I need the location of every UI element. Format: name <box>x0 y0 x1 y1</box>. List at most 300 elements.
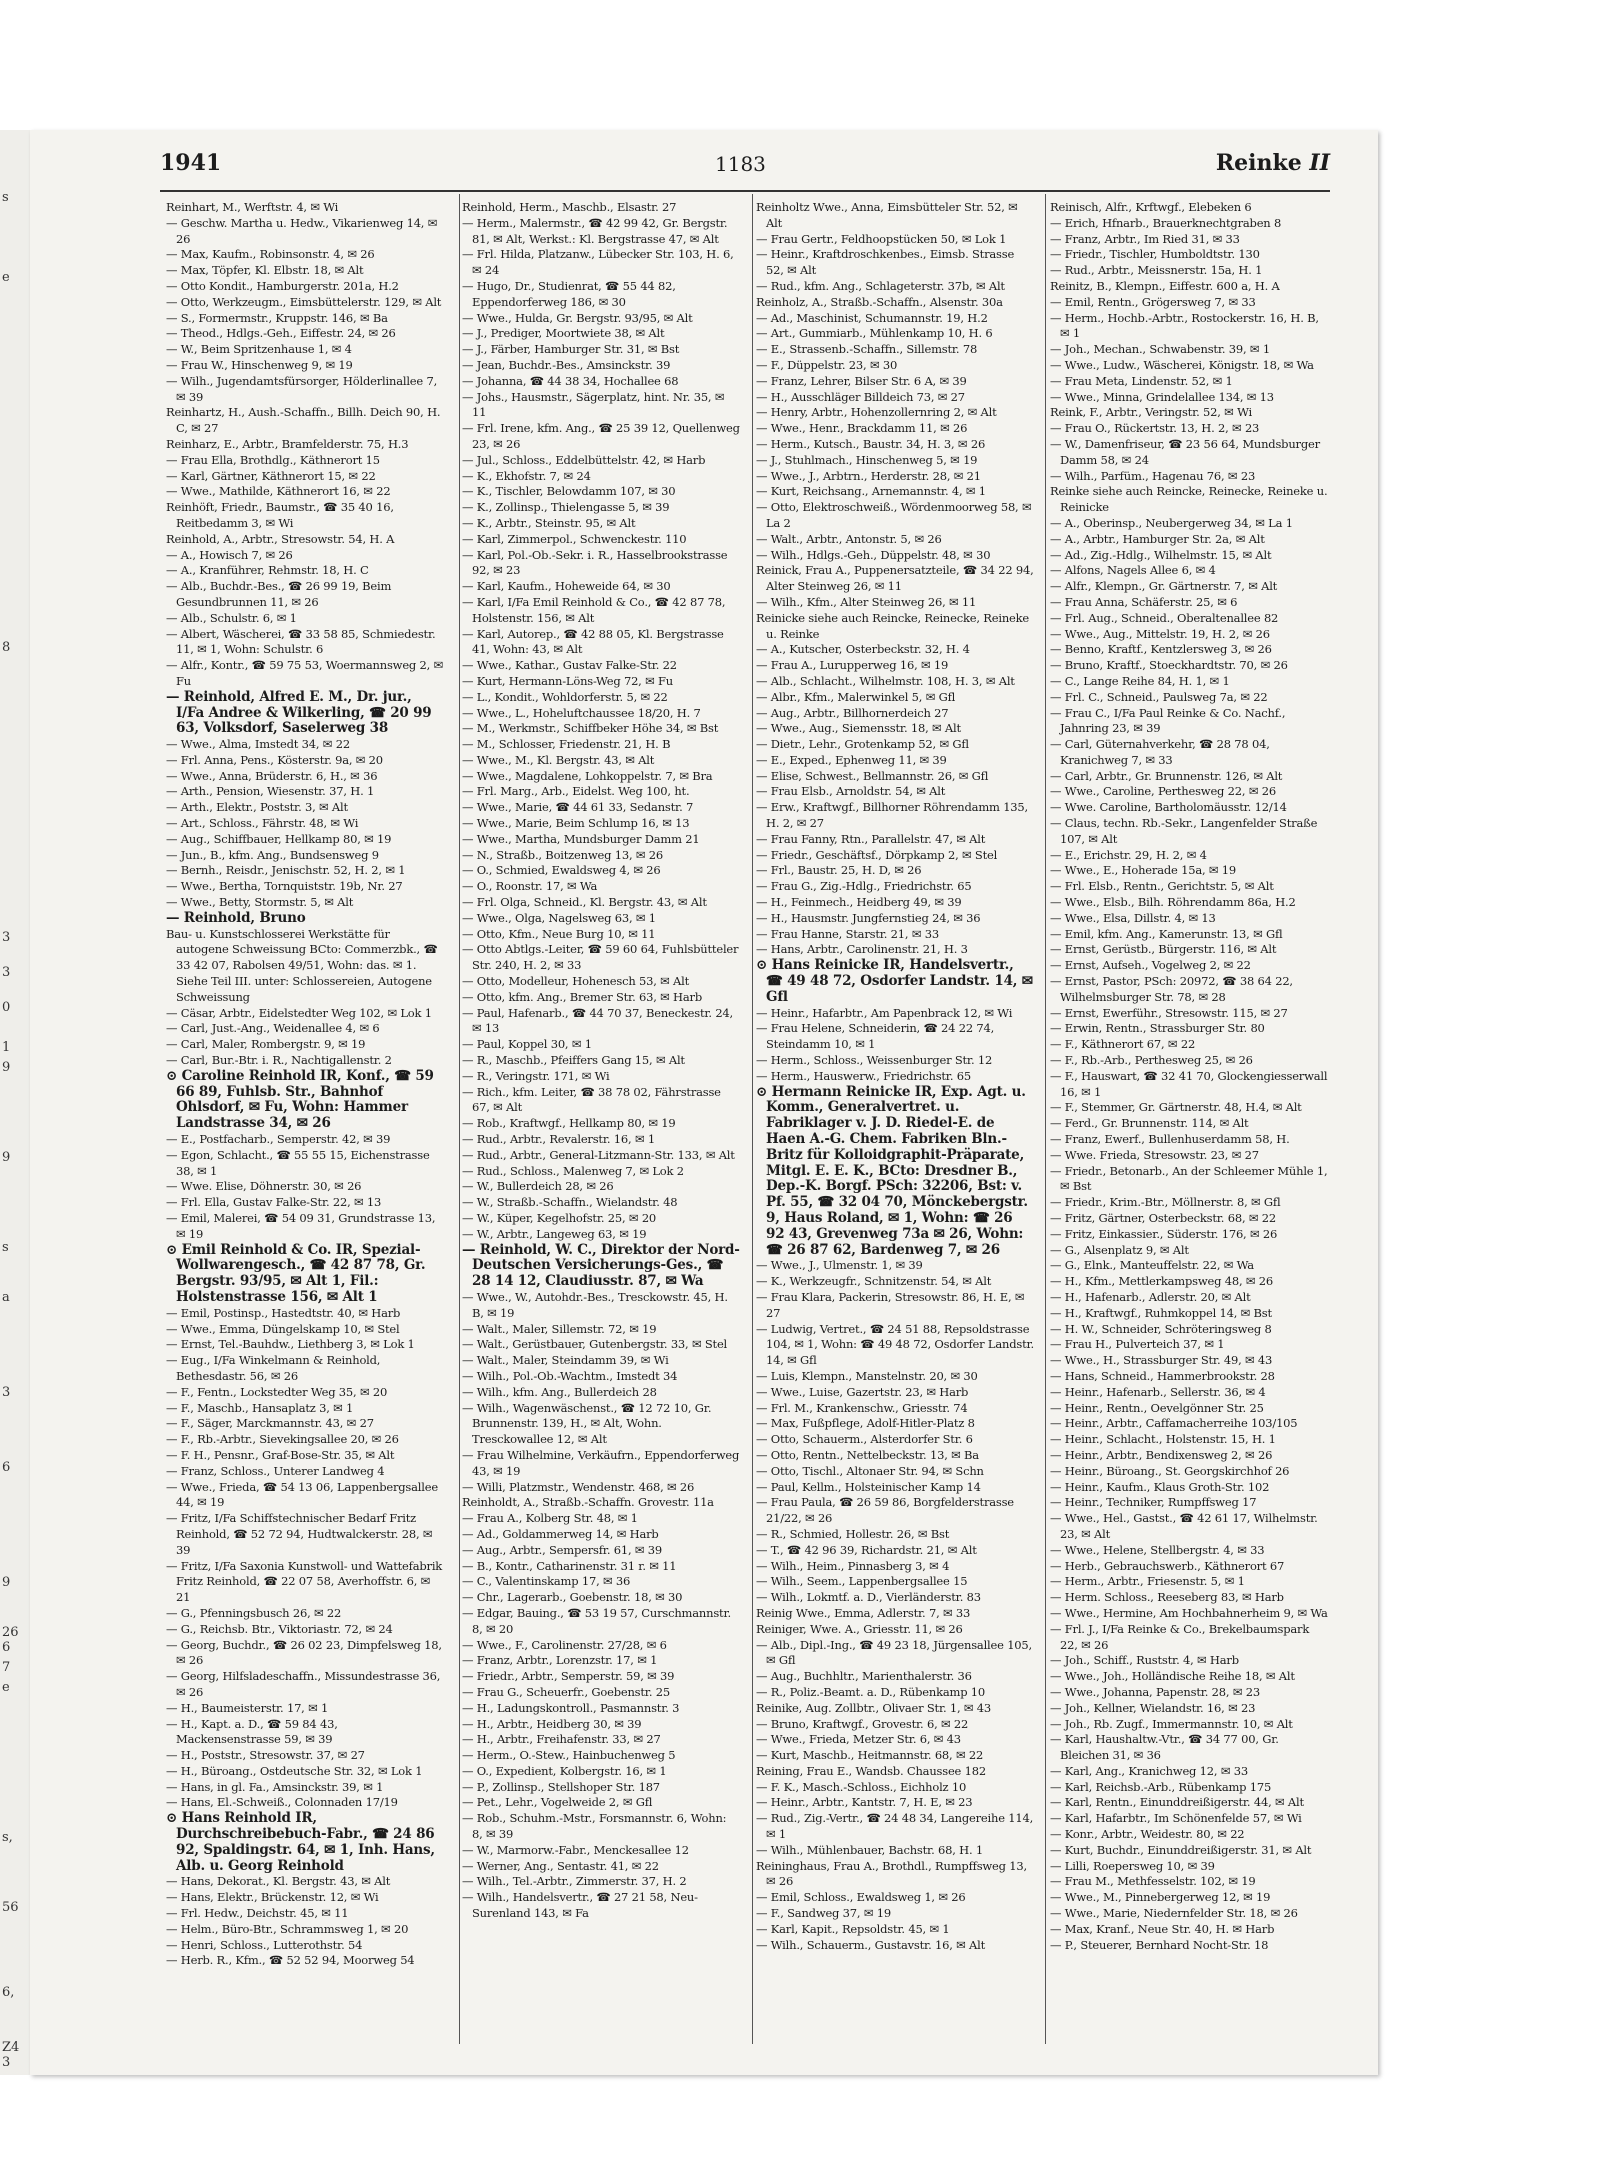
directory-entry: — Friedr., Betonarb., An der Schleemer Mühle 1, ✉ Bst <box>1050 1163 1328 1194</box>
directory-entry: — N., Straßb., Boitzenweg 13, ✉ 26 <box>462 847 663 862</box>
directory-entry: — Wwe., Joh., Holländische Reihe 18, ✉ Alt <box>1050 1669 1295 1684</box>
directory-entry: — Wwe., Ludw., Wäscherei, Königstr. 18, ✉ Wa <box>1050 357 1314 372</box>
directory-entry: — F., Säger, Marckmannstr. 43, ✉ 27 <box>166 1416 374 1431</box>
directory-entry: — W., Küper, Kegelhofstr. 25, ✉ 20 <box>462 1211 657 1225</box>
directory-entry: — Elise, Schwest., Bellmannstr. 26, ✉ Gfl <box>756 768 989 783</box>
directory-entry: — Albert, Wäscherei, ☎ 33 58 85, Schmiedestr. 11, ✉ 1, Wohn: Schulstr. 6 <box>166 626 436 657</box>
directory-entry: — Ferd., Gr. Brunnenstr. 114, ✉ Alt <box>1050 1116 1249 1131</box>
directory-entry: — Aug., Arbtr., Billhornerdeich 27 <box>756 705 949 720</box>
edge-fragment: 6 <box>2 1460 11 1475</box>
directory-entry: — Jun., B., kfm. Ang., Bundsensweg 9 <box>166 847 379 862</box>
directory-entry: — Heinr., Schlacht., Holstenstr. 15, H. 1 <box>1050 1432 1276 1447</box>
directory-entry: — Emil, Schloss., Ewaldsweg 1, ✉ 26 <box>756 1890 966 1905</box>
directory-entry: — Aug., Schiffbauer, Hellkamp 80, ✉ 19 <box>166 831 392 846</box>
directory-entry: — Friedr., Krim.-Btr., Möllnerstr. 8, ✉ Gfl <box>1050 1195 1281 1210</box>
directory-entry: — Herb. R., Kfm., ☎ 52 52 94, Moorweg 54 <box>166 1953 415 1968</box>
directory-entry: — Henri, Schloss., Lutterothstr. 54 <box>166 1937 363 1952</box>
directory-entry: — Ernst, Gerüstb., Bürgerstr. 116, ✉ Alt <box>1050 942 1277 957</box>
directory-entry: — C., Lange Reihe 84, H. 1, ✉ 1 <box>1050 673 1230 688</box>
directory-entry: — Max, Kaufm., Robinsonstr. 4, ✉ 26 <box>166 247 375 262</box>
directory-entry: — H., Baumeisterstr. 17, ✉ 1 <box>166 1700 329 1715</box>
directory-entry: — Franz, Lehrer, Bilser Str. 6 A, ✉ 39 <box>756 373 967 388</box>
directory-entry: — Frau Gertr., Feldhoopstücken 50, ✉ Lok 1 <box>756 231 1007 246</box>
directory-entry: — H., Ausschläger Billdeich 73, ✉ 27 <box>756 389 965 404</box>
directory-entry: — Ad., Maschinist, Schumannstr. 19, H.2 <box>756 310 988 325</box>
directory-entry: — Reinhold, W. C., Direktor der Nord-Deutschen Versicherungs-Ges., ☎ 28 14 12, Claudiusstr. 87, ✉ Wa <box>462 1241 740 1290</box>
directory-entry: Reininghaus, Frau A., Brothdl., Rumpffsweg 13, ✉ 26 <box>756 1858 1027 1889</box>
directory-entry: — W., Marmorw.-Fabr., Menckesallee 12 <box>462 1842 689 1857</box>
directory-entry: — Hans, El.-Schweiß., Colonnaden 17/19 <box>166 1795 398 1810</box>
directory-entry: — Alb., Schulstr. 6, ✉ 1 <box>166 610 297 625</box>
directory-entry: — H., Hausmstr. Jungfernstieg 24, ✉ 36 <box>756 910 981 925</box>
directory-entry: — Arth., Pension, Wiesenstr. 37, H. 1 <box>166 784 375 799</box>
directory-entry: — Karl, Kaufm., Hoheweide 64, ✉ 30 <box>462 579 671 594</box>
directory-entry: — Wwe., Minna, Grindelallee 134, ✉ 13 <box>1050 389 1274 404</box>
directory-entry: — Friedr., Tischler, Humboldtstr. 130 <box>1050 247 1260 262</box>
directory-entry: — Wwe., Henr., Brackdamm 11, ✉ 26 <box>756 421 968 436</box>
directory-entry: — Henry, Arbtr., Hohenzollernring 2, ✉ Alt <box>756 405 997 420</box>
directory-entry: ⊙ Hans Reinhold IR, Durchschreibebuch-Fabr., ☎ 24 86 92, Spaldingstr. 64, ✉ 1, Inh. Hans, Alb. u. Georg Reinhold <box>166 1810 435 1874</box>
directory-entry: — Frl. Hedw., Deichstr. 45, ✉ 11 <box>166 1906 349 1921</box>
directory-entry: — O., Schmied, Ewaldsweg 4, ✉ 26 <box>462 863 661 878</box>
edge-fragment: s <box>2 190 9 205</box>
directory-entry: — Eug., I/Fa Winkelmann & Reinhold, Bethesdastr. 56, ✉ 26 <box>166 1353 381 1383</box>
directory-entry: — Rud., Arbtr., Meissnerstr. 15a, H. 1 <box>1050 263 1263 278</box>
header-rule <box>160 190 1330 192</box>
directory-entry: — Heinr., Kaufm., Klaus Groth-Str. 102 <box>1050 1479 1270 1494</box>
directory-entry: — Ernst, Ewerführ., Stresowstr. 115, ✉ 27 <box>1050 1005 1288 1020</box>
directory-entry: — Wwe. Frieda, Stresowstr. 23, ✉ 27 <box>1050 1147 1259 1162</box>
directory-entry: — Aug., Buchhltr., Marienthalerstr. 36 <box>756 1669 972 1684</box>
directory-entry: — Wwe., Caroline, Perthesweg 22, ✉ 26 <box>1050 784 1276 799</box>
directory-entry: — Wwe., Elsb., Bilh. Röhrendamm 86a, H.2 <box>1050 895 1296 910</box>
directory-entry: — W., Beim Spritzenhause 1, ✉ 4 <box>166 342 352 357</box>
directory-entry: Reinhart, M., Werftstr. 4, ✉ Wi <box>166 200 339 214</box>
directory-entry: — Karl, Pol.-Ob.-Sekr. i. R., Hasselbrookstrasse 92, ✉ 23 <box>462 547 728 578</box>
directory-entry: — K., Ekhofstr. 7, ✉ 24 <box>462 468 591 483</box>
directory-column-4 <box>1050 200 1328 2040</box>
directory-entry: — J., Stuhlmach., Hinschenweg 5, ✉ 19 <box>756 452 978 467</box>
directory-entry: — Frl., Baustr. 25, H. D, ✉ 26 <box>756 863 922 878</box>
directory-entry: — Karl, Rentn., Einunddreißigerstr. 44, ✉ Alt <box>1050 1795 1304 1810</box>
directory-entry: — G., Elnk., Manteuffelstr. 22, ✉ Wa <box>1050 1258 1254 1273</box>
directory-entry: — Reinhold, Bruno <box>166 909 306 926</box>
directory-entry: — Wwe., Hulda, Gr. Bergstr. 93/95, ✉ Alt <box>462 310 693 325</box>
directory-entry: — Joh., Schiff., Ruststr. 4, ✉ Harb <box>1050 1653 1239 1668</box>
edge-fragment: 9 <box>2 1060 11 1075</box>
directory-entry: — Heinr., Hafenarb., Sellerstr. 36, ✉ 4 <box>1050 1384 1266 1399</box>
directory-entry: — Arth., Elektr., Poststr. 3, ✉ Alt <box>166 800 348 815</box>
directory-entry: ⊙ Caroline Reinhold IR, Konf., ☎ 59 66 89, Fuhlsb. Str., Bahnhof Ohlsdorf, ✉ Fu, Wohn: Hammer Landstrasse 34, ✉ 26 <box>166 1067 434 1132</box>
directory-entry: — E., Strassenb.-Schaffn., Sillemstr. 78 <box>756 342 978 357</box>
directory-entry: — G., Pfenningsbusch 26, ✉ 22 <box>166 1605 342 1620</box>
edge-fragment: e <box>2 1680 10 1695</box>
directory-entry: — Wwe., Frieda, Metzer Str. 6, ✉ 43 <box>756 1732 961 1747</box>
directory-entry: — Paul, Hafenarb., ☎ 44 70 37, Beneckestr. 24, ✉ 13 <box>462 1005 734 1036</box>
directory-entry: — Alb., Dipl.-Ing., ☎ 49 23 18, Jürgensallee 105, ✉ Gfl <box>756 1637 1032 1668</box>
edge-fragment: 1 <box>2 1040 11 1055</box>
directory-entry: — Frl. Elsb., Rentn., Gerichtstr. 5, ✉ Alt <box>1050 879 1274 894</box>
directory-entry: — Fritz, Gärtner, Osterbeckstr. 68, ✉ 22 <box>1050 1211 1276 1225</box>
directory-entry: — F., Rb.-Arbtr., Sievekingsallee 20, ✉ 26 <box>166 1432 399 1447</box>
directory-entry: — Wwe. Elise, Döhnerstr. 30, ✉ 26 <box>166 1179 362 1194</box>
directory-entry: — Otto, Tischl., Altonaer Str. 94, ✉ Schn <box>756 1463 984 1478</box>
directory-entry: — Frau Wilhelmine, Verkäufrn., Eppendorferweg 43, ✉ 19 <box>462 1447 740 1478</box>
directory-entry: — Wwe., Hel., Gastst., ☎ 42 61 17, Wilhelmstr. 23, ✉ Alt <box>1050 1511 1318 1541</box>
directory-entry: — Luis, Klempn., Manstelnstr. 20, ✉ 30 <box>756 1368 978 1383</box>
directory-entry: — F., Stemmer, Gr. Gärtnerstr. 48, H.4, ✉ Alt <box>1050 1100 1302 1115</box>
directory-entry: — Wwe., Aug., Mittelstr. 19, H. 2, ✉ 26 <box>1050 626 1270 641</box>
directory-entry: — F., Sandweg 37, ✉ 19 <box>756 1906 891 1921</box>
directory-entry: — Alb., Buchdr.-Bes., ☎ 26 99 19, Beim Gesundbrunnen 11, ✉ 26 <box>166 579 392 609</box>
directory-entry: — Frau Paula, ☎ 26 59 86, Borgfelderstrasse 21/22, ✉ 26 <box>756 1495 1014 1526</box>
directory-entry: — F. H., Pensnr., Graf-Bose-Str. 35, ✉ Alt <box>166 1447 395 1462</box>
directory-entry: — Karl, Ang., Kranichweg 12, ✉ 33 <box>1050 1763 1248 1778</box>
header-surname: Reinke <box>1215 150 1302 176</box>
directory-entry: — J., Prediger, Moortwiete 38, ✉ Alt <box>462 326 665 341</box>
directory-column-2 <box>462 200 740 2040</box>
directory-entry: — Frl. Olga, Schneid., Kl. Bergstr. 43, ✉ Alt <box>462 895 707 910</box>
directory-entry: — Wilh., Jugendamtsfürsorger, Hölderlinallee 7, ✉ 39 <box>166 373 438 404</box>
directory-entry: — Bernh., Reisdr., Jenischstr. 52, H. 2, ✉ 1 <box>166 863 406 878</box>
edge-fragment: 8 <box>2 640 11 655</box>
directory-entry: — Hans, Schneid., Hammerbrookstr. 28 <box>1050 1368 1275 1383</box>
directory-entry: — Wwe., Magdalene, Lohkoppelstr. 7, ✉ Bra <box>462 768 713 783</box>
directory-entry: — Ernst, Pastor, PSch: 20972, ☎ 38 64 22, Wilhelmsburger Str. 78, ✉ 28 <box>1050 974 1293 1004</box>
directory-entry: — Fritz, Einkassier., Süderstr. 176, ✉ 26 <box>1050 1226 1278 1241</box>
directory-entry: — Otto Kondit., Hamburgerstr. 201a, H.2 <box>166 278 399 293</box>
directory-entry: — Georg, Hilfsladeschaffn., Missundestrasse 36, ✉ 26 <box>166 1669 441 1699</box>
edge-fragment: s, <box>2 1830 13 1845</box>
directory-entry: — Paul, Kellm., Holsteinischer Kamp 14 <box>756 1479 981 1494</box>
directory-entry: — Dietr., Lehr., Grotenkamp 52, ✉ Gfl <box>756 737 969 752</box>
directory-entry: — Frau Meta, Lindenstr. 52, ✉ 1 <box>1050 373 1233 388</box>
directory-entry: — Frau Elsb., Arnoldstr. 54, ✉ Alt <box>756 784 946 799</box>
directory-entry: Reinhold, Herm., Maschb., Elsastr. 27 <box>462 200 677 214</box>
directory-entry: — Wwe., Helene, Stellbergstr. 4, ✉ 33 <box>1050 1542 1265 1557</box>
directory-entry: Reinholdt, A., Straßb.-Schaffn. Grovestr. 11a <box>462 1495 714 1510</box>
directory-entry: — Joh., Mechan., Schwabenstr. 39, ✉ 1 <box>1050 342 1270 357</box>
directory-entry: — Pet., Lehr., Vogelweide 2, ✉ Gfl <box>462 1795 653 1810</box>
directory-entry: Reinisch, Alfr., Krftwgf., Elebeken 6 <box>1050 200 1252 214</box>
directory-entry: — Wilh., Pol.-Ob.-Wachtm., Imstedt 34 <box>462 1368 678 1383</box>
directory-entry: — Wwe., Elsa, Dillstr. 4, ✉ 13 <box>1050 910 1216 925</box>
directory-entry: — Frau Helene, Schneiderin, ☎ 24 22 74, Steindamm 10, ✉ 1 <box>756 1021 995 1052</box>
edge-fragment: 26 <box>2 1625 19 1640</box>
directory-entry: — Johanna, ☎ 44 38 34, Hochallee 68 <box>462 373 679 388</box>
directory-entry: — Egon, Schlacht., ☎ 55 55 15, Eichenstrasse 38, ✉ 1 <box>166 1147 430 1178</box>
edge-fragment: 56 <box>2 1900 19 1915</box>
directory-entry: — Joh., Rb. Zugf., Immermannstr. 10, ✉ Alt <box>1050 1716 1293 1731</box>
edge-fragment: a <box>2 1290 10 1305</box>
directory-entry: — Wilh., Handelsvertr., ☎ 27 21 58, Neu-Surenland 143, ✉ Fa <box>462 1890 698 1921</box>
directory-entry: — R., Schmied, Hollestr. 26, ✉ Bst <box>756 1526 950 1541</box>
directory-entry: — H., Poststr., Stresowstr. 37, ✉ 27 <box>166 1748 365 1763</box>
directory-entry: — Karl, Haushaltw.-Vtr., ☎ 34 77 00, Gr. Bleichen 31, ✉ 36 <box>1050 1732 1279 1763</box>
directory-entry: — Emil, kfm. Ang., Kamerunstr. 13, ✉ Gfl <box>1050 926 1283 941</box>
directory-entry: — Franz, Schloss., Unterer Landweg 4 <box>166 1463 385 1478</box>
directory-entry: — K., Zollinsp., Thielengasse 5, ✉ 39 <box>462 500 670 515</box>
directory-entry: — Otto, Schauerm., Alsterdorfer Str. 6 <box>756 1432 973 1447</box>
directory-entry: — Max, Töpfer, Kl. Elbstr. 18, ✉ Alt <box>166 263 364 278</box>
directory-entry: — Emil, Rentn., Grögersweg 7, ✉ 33 <box>1050 294 1256 309</box>
directory-entry: Reinitz, B., Klempn., Eiffestr. 600 a, H. A <box>1050 278 1280 293</box>
directory-entry: — Herm. Schloss., Reeseberg 83, ✉ Harb <box>1050 1590 1284 1605</box>
directory-entry: — B., Kontr., Catharinenstr. 31 r. ✉ 11 <box>462 1558 677 1573</box>
directory-entry: Reinholz, A., Straßb.-Schaffn., Alsenstr. 30a <box>756 294 1003 309</box>
directory-entry: — Frau G., Zig.-Hdlg., Friedrichstr. 65 <box>756 879 972 894</box>
directory-entry: — Kurt, Buchdr., Einunddreißigerstr. 31, ✉ Alt <box>1050 1842 1312 1857</box>
directory-entry: — Heinr., Kraftdroschkenbes., Eimsb. Strasse 52, ✉ Alt <box>756 247 1015 278</box>
directory-entry: — Otto Abtlgs.-Leiter, ☎ 59 60 64, Fuhlsbütteler Str. 240, H. 2, ✉ 33 <box>462 942 739 973</box>
directory-entry: Reinhartz, H., Aush.-Schaffn., Billh. Deich 90, H. C, ✉ 27 <box>166 405 441 436</box>
directory-entry: — Emil, Postinsp., Hastedtstr. 40, ✉ Harb <box>166 1305 401 1320</box>
directory-entry: — K., Arbtr., Steinstr. 95, ✉ Alt <box>462 515 636 530</box>
directory-entry: — Wilh., Mühlenbauer, Bachstr. 68, H. 1 <box>756 1842 983 1857</box>
directory-entry: — M., Schlosser, Friedenstr. 21, H. B <box>462 737 671 752</box>
directory-entry: — Cäsar, Arbtr., Eidelstedter Weg 102, ✉ Lok 1 <box>166 1005 432 1020</box>
directory-entry: — Konr., Arbtr., Weidestr. 80, ✉ 22 <box>1050 1827 1245 1842</box>
directory-entry: — Carl, Just.-Ang., Weidenallee 4, ✉ 6 <box>166 1021 380 1036</box>
directory-entry: — H., Büroang., Ostdeutsche Str. 32, ✉ Lok 1 <box>166 1763 423 1778</box>
directory-entry: — Wwe., Hermine, Am Hochbahnerheim 9, ✉ Wa <box>1050 1605 1328 1620</box>
directory-entry: — Wwe., Kathar., Gustav Falke-Str. 22 <box>462 658 677 673</box>
header-running-head <box>1216 150 1330 176</box>
directory-entry: — Wilh., Hdlgs.-Geh., Düppelstr. 48, ✉ 30 <box>756 547 991 562</box>
edge-fragment: 3 <box>2 965 11 980</box>
directory-entry: — Herm., Hauswerw., Friedrichstr. 65 <box>756 1068 971 1083</box>
directory-entry: — Rud., Zig.-Vertr., ☎ 24 48 34, Langereihe 114, ✉ 1 <box>756 1811 1034 1842</box>
directory-entry: — Geschw. Martha u. Hedw., Vikarienweg 14, ✉ 26 <box>166 215 438 246</box>
directory-entry: — W., Damenfriseur, ☎ 23 56 64, Mundsburger Damm 58, ✉ 24 <box>1050 436 1320 467</box>
directory-entry: — E., Erichstr. 29, H. 2, ✉ 4 <box>1050 847 1207 862</box>
directory-entry: — Helm., Büro-Btr., Schrammsweg 1, ✉ 20 <box>166 1921 409 1936</box>
edge-fragment: 3 <box>2 930 11 945</box>
directory-entry: — R., Veringstr. 171, ✉ Wi <box>462 1068 610 1083</box>
directory-entry: — R., Maschb., Pfeiffers Gang 15, ✉ Alt <box>462 1053 685 1068</box>
directory-entry: — Otto, Elektroschweiß., Wördenmoorweg 58, ✉ La 2 <box>756 500 1032 530</box>
page-header <box>160 150 1330 180</box>
directory-entry: — Ernst, Tel.-Bauhdw., Liethberg 3, ✉ Lok 1 <box>166 1337 415 1352</box>
directory-entry: — Frau Anna, Schäferstr. 25, ✉ 6 <box>1050 594 1238 609</box>
directory-entry: — Otto, Werkzeugm., Eimsbüttelerstr. 129, ✉ Alt <box>166 294 442 309</box>
directory-entry: — Walt., Maler, Sillemstr. 72, ✉ 19 <box>462 1321 657 1336</box>
directory-entry: — Wilh., Wagenwäschenst., ☎ 12 72 10, Gr. Brunnenstr. 139, H., ✉ Alt, Wohn. Tresckowallee 12, ✉ Alt <box>462 1400 712 1447</box>
directory-entry: — Karl, Hafarbtr., Im Schönenfelde 57, ✉ Wi <box>1050 1811 1302 1826</box>
directory-entry: — Wwe., Aug., Siemensstr. 18, ✉ Alt <box>756 721 961 736</box>
directory-entry: — Wwe., Betty, Stormstr. 5, ✉ Alt <box>166 895 354 910</box>
directory-column-1 <box>166 200 444 2040</box>
directory-entry: — Wwe., E., Hoherade 15a, ✉ 19 <box>1050 863 1237 878</box>
directory-entry: — H., Kapt. a. D., ☎ 59 84 43, Mackensenstrasse 59, ✉ 39 <box>166 1716 338 1747</box>
directory-entry: — Otto, Kfm., Neue Burg 10, ✉ 11 <box>462 926 656 941</box>
directory-entry: — Frau M., Methfesselstr. 102, ✉ 19 <box>1050 1874 1256 1889</box>
directory-entry: Reining, Frau E., Wandsb. Chaussee 182 <box>756 1763 986 1778</box>
directory-entry: — T., ☎ 42 96 39, Richardstr. 21, ✉ Alt <box>756 1542 977 1557</box>
directory-entry: — Wwe., Olga, Nagelsweg 63, ✉ 1 <box>462 910 656 925</box>
directory-entry: Bau- u. Kunstschlosserei Werkstätte für autogene Schweissung BCto: Commerzbk., ☎ 33 42 07, Rabolsen 49/51, Wohn: das. ✉ 1. Siehe Teil III. unter: Schlossereien, Autogene Schweissung <box>166 926 438 1004</box>
directory-entry: — Frau C., I/Fa Paul Reinke & Co. Nachf., Jahnring 23, ✉ 39 <box>1050 705 1286 736</box>
directory-entry: — P., Steuerer, Bernhard Nocht-Str. 18 <box>1050 1937 1269 1952</box>
directory-entry: — F., Käthnerort 67, ✉ 22 <box>1050 1037 1196 1052</box>
header-page-number: 1183 <box>715 152 766 176</box>
directory-entry: — Jean, Buchdr.-Bes., Amsinckstr. 39 <box>462 357 671 372</box>
directory-entry: Reinike, Aug. Zollbtr., Olivaer Str. 1, ✉ 43 <box>756 1700 992 1715</box>
directory-entry: — Alb., Schlacht., Wilhelmstr. 108, H. 3, ✉ Alt <box>756 673 1015 688</box>
directory-entry: — Willi, Platzmstr., Wendenstr. 468, ✉ 26 <box>462 1479 695 1494</box>
directory-entry: — Carl, Arbtr., Gr. Brunnenstr. 126, ✉ Alt <box>1050 768 1283 783</box>
directory-entry: — Hans, Elektr., Brückenstr. 12, ✉ Wi <box>166 1890 379 1905</box>
directory-entry: — Wwe., Emma, Düngelskamp 10, ✉ Stel <box>166 1321 400 1336</box>
directory-entry: ⊙ Emil Reinhold & Co. IR, Spezial-Wollwarengesch., ☎ 42 87 78, Gr. Bergstr. 93/95, ✉ Alt 1, Fil.: Holstenstrasse 156, ✉ Alt 1 <box>166 1241 426 1305</box>
directory-entry: — Joh., Kellner, Wielandstr. 16, ✉ 23 <box>1050 1700 1256 1715</box>
directory-entry: — H., Ladungskontroll., Pasmannstr. 3 <box>462 1700 680 1715</box>
directory-entry: — F., Düppelstr. 23, ✉ 30 <box>756 357 898 372</box>
directory-entry: — W., Arbtr., Langeweg 63, ✉ 19 <box>462 1226 647 1241</box>
directory-entry: Reinhöft, Friedr., Baumstr., ☎ 35 40 16, Reitbedamm 3, ✉ Wi <box>166 500 394 530</box>
directory-entry: — Karl, Gärtner, Käthnerort 15, ✉ 22 <box>166 468 376 483</box>
directory-entry: — Frl. Aug., Schneid., Oberaltenallee 82 <box>1050 610 1279 625</box>
directory-entry: — Rob., Schuhm.-Mstr., Forsmannstr. 6, Wohn: 8, ✉ 39 <box>462 1811 727 1842</box>
directory-entry: — Frau H., Pulverteich 37, ✉ 1 <box>1050 1337 1225 1352</box>
directory-entry: — Frau O., Rückertstr. 13, H. 2, ✉ 23 <box>1050 421 1260 436</box>
edge-fragment: s <box>2 1240 9 1255</box>
directory-entry: — Erich, Hfnarb., Brauerknechtgraben 8 <box>1050 215 1282 230</box>
directory-entry: — Emil, Malerei, ☎ 54 09 31, Grundstrasse 13, ✉ 19 <box>166 1211 436 1241</box>
edge-fragment: e <box>2 270 10 285</box>
directory-entry: — Fritz, I/Fa Schiffstechnischer Bedarf Fritz Reinhold, ☎ 52 72 94, Hudtwalckerstr. 28, ✉ 39 <box>166 1511 433 1557</box>
directory-entry: — Wwe., M., Pinnebergerweg 12, ✉ 19 <box>1050 1890 1271 1905</box>
edge-fragment: 0 <box>2 1000 11 1015</box>
directory-entry: — Wwe., H., Strassburger Str. 49, ✉ 43 <box>1050 1353 1273 1368</box>
directory-entry: — S., Formermstr., Kruppstr. 146, ✉ Ba <box>166 310 388 325</box>
directory-entry: — Georg, Buchdr., ☎ 26 02 23, Dimpfelsweg 18, ✉ 26 <box>166 1637 442 1668</box>
directory-entry: Reinig Wwe., Emma, Adlerstr. 7, ✉ 33 <box>756 1605 971 1620</box>
directory-entry: — Fritz, I/Fa Saxonia Kunstwoll- und Wattefabrik Fritz Reinhold, ☎ 22 07 58, Averhoffstr. 6, ✉ 21 <box>166 1558 443 1605</box>
directory-entry: — Wwe., Marie, Beim Schlump 16, ✉ 13 <box>462 816 690 831</box>
directory-entry: — O., Roonstr. 17, ✉ Wa <box>462 879 598 894</box>
directory-entry: — Frau Fanny, Rtn., Parallelstr. 47, ✉ Alt <box>756 831 986 846</box>
column-divider <box>459 194 460 2044</box>
directory-entry: — Frl. Marg., Arb., Eidelst. Weg 100, ht. <box>462 784 690 799</box>
directory-entry: — Wwe., Alma, Imstedt 34, ✉ 22 <box>166 737 350 752</box>
directory-entry: — Art., Gummiarb., Mühlenkamp 10, H. 6 <box>756 326 993 341</box>
directory-entry: — Otto, kfm. Ang., Bremer Str. 63, ✉ Harb <box>462 989 702 1004</box>
directory-entry: — Erwin, Rentn., Strassburger Str. 80 <box>1050 1021 1265 1036</box>
directory-entry: — Wwe., F., Carolinenstr. 27/28, ✉ 6 <box>462 1637 667 1652</box>
directory-entry: — Hans, Arbtr., Carolinenstr. 21, H. 3 <box>756 942 968 957</box>
directory-entry: — Karl, Zimmerpol., Schwenckestr. 110 <box>462 531 687 546</box>
directory-entry: — Max, Kranf., Neue Str. 40, H. ✉ Harb <box>1050 1921 1275 1936</box>
directory-entry: — Jul., Schloss., Eddelbüttelstr. 42, ✉ Harb <box>462 452 706 467</box>
directory-entry: — Wilh., kfm. Ang., Bullerdeich 28 <box>462 1384 657 1399</box>
directory-column-3 <box>756 200 1034 2040</box>
directory-entry: — Wilh., Tel.-Arbtr., Zimmerstr. 37, H. 2 <box>462 1874 687 1889</box>
header-volume: II <box>1309 150 1330 176</box>
edge-fragment: 6 <box>2 1640 11 1655</box>
directory-entry: — Wwe., W., Autohdr.-Bes., Tresckowstr. 45, H. B, ✉ 19 <box>462 1289 728 1320</box>
directory-entry: — Herm., Malermstr., ☎ 42 99 42, Gr. Bergstr. 81, ✉ Alt, Werkst.: Kl. Bergstrasse 47, ✉ Alt <box>462 215 728 246</box>
directory-entry: — Wwe., Anna, Brüderstr. 6, H., ✉ 36 <box>166 768 378 783</box>
directory-entry: — Erw., Kraftwgf., Billhorner Röhrendamm 135, H. 2, ✉ 27 <box>756 800 1028 831</box>
directory-entry: — F. K., Masch.-Schloss., Eichholz 10 <box>756 1779 967 1794</box>
directory-entry: — Franz, Ewerf., Bullenhuserdamm 58, H. <box>1050 1132 1290 1147</box>
directory-entry: — Karl, I/Fa Emil Reinhold & Co., ☎ 42 87 78, Holstenstr. 156, ✉ Alt <box>462 594 726 625</box>
directory-entry: — Alfr., Klempn., Gr. Gärtnerstr. 7, ✉ Alt <box>1050 579 1278 594</box>
directory-entry: — Theod., Hdlgs.-Geh., Eiffestr. 24, ✉ 26 <box>166 326 396 341</box>
directory-entry: — Claus, techn. Rb.-Sekr., Langenfelder Straße 107, ✉ Alt <box>1050 816 1318 846</box>
header-year: 1941 <box>160 150 222 176</box>
directory-entry: — Wwe., J., Ulmenstr. 1, ✉ 39 <box>756 1258 923 1273</box>
directory-entry: — Heinr., Arbtr., Bendixensweg 2, ✉ 26 <box>1050 1447 1273 1462</box>
directory-entry: — Wilh., Parfüm., Hagenau 76, ✉ 23 <box>1050 468 1256 483</box>
directory-entry: — Reinhold, Alfred E. M., Dr. jur., I/Fa Andree & Wilkerling, ☎ 20 99 63, Volksdorf, Saselerweg 38 <box>166 688 432 737</box>
directory-entry: — Otto, Rentn., Nettelbeckstr. 13, ✉ Ba <box>756 1447 979 1462</box>
directory-entry: — Heinr., Hafarbtr., Am Papenbrack 12, ✉ Wi <box>756 1005 1013 1020</box>
edge-fragment: Z4 <box>2 2040 20 2055</box>
directory-entry: — Art., Schloss., Fährstr. 48, ✉ Wi <box>166 816 359 831</box>
directory-entry: — R., Poliz.-Beamt. a. D., Rübenkamp 10 <box>756 1684 986 1699</box>
directory-entry: — Frl. J., I/Fa Reinke & Co., Brekelbaumspark 22, ✉ 26 <box>1050 1621 1310 1652</box>
directory-entry: — Frl. Hilda, Platzanw., Lübecker Str. 103, H. 6, ✉ 24 <box>462 247 734 278</box>
directory-entry: — K., Tischler, Belowdamm 107, ✉ 30 <box>462 484 676 499</box>
directory-entry: — Frl. Anna, Pens., Kösterstr. 9a, ✉ 20 <box>166 752 383 767</box>
directory-entry: — Frau W., Hinschenweg 9, ✉ 19 <box>166 357 353 372</box>
directory-entry: — Ernst, Aufseh., Vogelweg 2, ✉ 22 <box>1050 958 1251 973</box>
directory-entry: — Edgar, Bauing., ☎ 53 19 57, Curschmannstr. 8, ✉ 20 <box>462 1605 731 1636</box>
directory-entry: Reinholtz Wwe., Anna, Eimsbütteler Str. 52, ✉ Alt <box>756 200 1018 230</box>
directory-entry: — Heinr., Arbtr., Caffamacherreihe 103/105 <box>1050 1416 1298 1431</box>
edge-fragment: 9 <box>2 1575 11 1590</box>
directory-entry: Reinke siehe auch Reincke, Reinecke, Reineke u. Reinicke <box>1050 484 1328 515</box>
directory-entry: Reinick, Frau A., Puppenersatzteile, ☎ 34 22 94, Alter Steinweg 26, ✉ 11 <box>756 563 1034 594</box>
directory-entry: — Carl, Güternahverkehr, ☎ 28 78 04, Kranichweg 7, ✉ 33 <box>1050 737 1270 767</box>
directory-entry: — E., Exped., Ephenweg 11, ✉ 39 <box>756 752 947 767</box>
directory-entry: — F., Maschb., Hansaplatz 3, ✉ 1 <box>166 1400 354 1415</box>
directory-entry: — A., Oberinsp., Neubergerweg 34, ✉ La 1 <box>1050 515 1293 530</box>
directory-entry: — Frl. M., Krankenschw., Griesstr. 74 <box>756 1400 968 1415</box>
directory-entry: — Herm., Hochb.-Arbtr., Rostockerstr. 16, H. B, ✉ 1 <box>1050 310 1319 341</box>
directory-entry: — Karl, Kapit., Repsoldstr. 45, ✉ 1 <box>756 1921 950 1936</box>
directory-entry: — Alfr., Kontr., ☎ 59 75 53, Woermannsweg 2, ✉ Fu <box>166 658 444 688</box>
directory-entry: — Herm., Kutsch., Baustr. 34, H. 3, ✉ 26 <box>756 436 986 451</box>
directory-entry: — Karl, Autorep., ☎ 42 88 05, Kl. Bergstrasse 41, Wohn: 43, ✉ Alt <box>462 626 724 657</box>
directory-entry: — Hans, Dekorat., Kl. Bergstr. 43, ✉ Alt <box>166 1874 391 1889</box>
column-divider <box>1045 194 1046 2044</box>
directory-entry: — Herm., Schloss., Weissenburger Str. 12 <box>756 1053 993 1068</box>
directory-entry: — Frl. Irene, kfm. Ang., ☎ 25 39 12, Quellenweg 23, ✉ 26 <box>462 421 740 451</box>
directory-entry: — Heinr., Techniker, Rumpffsweg 17 <box>1050 1495 1257 1510</box>
directory-entry: — Walt., Maler, Steindamm 39, ✉ Wi <box>462 1353 669 1368</box>
directory-entry: — Rud., Arbtr., General-Litzmann-Str. 133, ✉ Alt <box>462 1147 735 1162</box>
directory-entry: — Lilli, Roepersweg 10, ✉ 39 <box>1050 1858 1215 1873</box>
directory-entry: Reinicke siehe auch Reincke, Reinecke, Reineke u. Reinke <box>756 610 1029 641</box>
directory-entry: — P., Zollinsp., Stellshoper Str. 187 <box>462 1779 660 1794</box>
directory-entry: — G., Reichsb. Btr., Viktoriastr. 72, ✉ 24 <box>166 1621 393 1636</box>
directory-entry: — Frl. C., Schneid., Paulsweg 7a, ✉ 22 <box>1050 689 1268 704</box>
directory-entry: — Kurt, Hermann-Löns-Weg 72, ✉ Fu <box>462 673 673 688</box>
directory-entry: — Friedr., Arbtr., Semperstr. 59, ✉ 39 <box>462 1669 675 1684</box>
directory-entry: — Wwe., J., Arbtrn., Herderstr. 28, ✉ 21 <box>756 468 981 483</box>
directory-entry: — Frl. Ella, Gustav Falke-Str. 22, ✉ 13 <box>166 1195 382 1210</box>
directory-entry: — A., Arbtr., Hamburger Str. 2a, ✉ Alt <box>1050 531 1265 546</box>
directory-entry: — Werner, Ang., Sentastr. 41, ✉ 22 <box>462 1858 659 1873</box>
directory-entry: — W., Straßb.-Schaffn., Wielandstr. 48 <box>462 1195 678 1210</box>
directory-entry: — Ad., Goldammerweg 14, ✉ Harb <box>462 1526 659 1541</box>
directory-entry: — Wilh., Schauerm., Gustavstr. 16, ✉ Alt <box>756 1937 986 1952</box>
directory-entry: — Walt., Arbtr., Antonstr. 5, ✉ 26 <box>756 531 942 546</box>
directory-entry: — Frau Hanne, Starstr. 21, ✉ 33 <box>756 926 939 941</box>
